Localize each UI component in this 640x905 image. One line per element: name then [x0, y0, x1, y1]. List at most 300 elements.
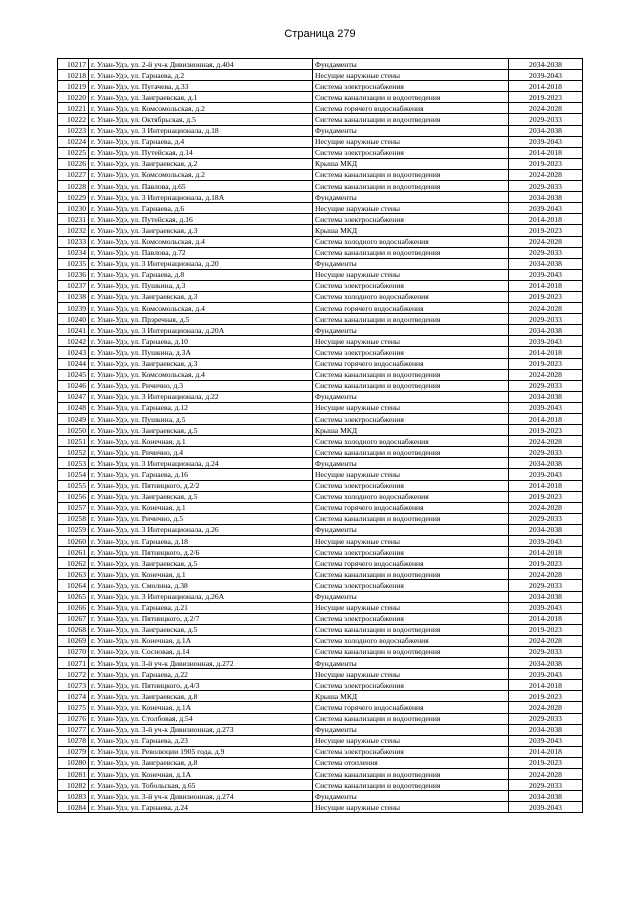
- table-row: [58, 280, 583, 291]
- table-row: [58, 780, 583, 791]
- record-number-cell: 10282: [58, 780, 89, 791]
- table-row: [58, 258, 583, 269]
- table-row: [58, 269, 583, 280]
- work-type-cell: Система электроснабжения: [313, 746, 509, 757]
- record-number-cell: 10262: [58, 558, 89, 569]
- work-type-cell: Несущие наружные стены: [313, 669, 509, 680]
- work-type-cell: Система канализации и водоотведения: [313, 314, 509, 325]
- record-number-cell: 10243: [58, 347, 89, 358]
- period-cell: 2019-2023: [509, 624, 583, 635]
- address-cell: г. Улан-Удэ, ул. Смолина, д.38: [89, 580, 313, 591]
- address-cell: г. Улан-Удэ, ул. Путейская, д.16: [89, 214, 313, 225]
- address-cell: г. Улан-Удэ, ул. Заиграевская, д.5: [89, 491, 313, 502]
- record-number-cell: 10229: [58, 192, 89, 203]
- page-title: Страница 279: [284, 28, 356, 40]
- table-row: [58, 536, 583, 547]
- address-cell: г. Улан-Удэ, ул. Комсомольская, д.4: [89, 236, 313, 247]
- period-cell: 2034-2038: [509, 658, 583, 669]
- work-type-cell: Несущие наружные стены: [313, 203, 509, 214]
- table-row: [58, 125, 583, 136]
- work-type-cell: Система канализации и водоотведения: [313, 369, 509, 380]
- period-cell: 2029-2033: [509, 181, 583, 192]
- work-type-cell: Система холодного водоснабжения: [313, 236, 509, 247]
- record-number-cell: 10227: [58, 169, 89, 180]
- record-number-cell: 10271: [58, 658, 89, 669]
- work-type-cell: Система электроснабжения: [313, 480, 509, 491]
- address-cell: г. Улан-Удэ, ул. 3-й уч-к Дивизионная, д.274: [89, 791, 313, 802]
- address-cell: г. Улан-Удэ, ул. Ричично, д.3: [89, 380, 313, 391]
- period-cell: 2024-2028: [509, 303, 583, 314]
- table-row: [58, 325, 583, 336]
- record-number-cell: 10246: [58, 380, 89, 391]
- record-number-cell: 10283: [58, 791, 89, 802]
- period-cell: 2019-2023: [509, 291, 583, 302]
- period-cell: 2034-2038: [509, 524, 583, 535]
- work-type-cell: Фундаменты: [313, 391, 509, 402]
- period-cell: 2039-2043: [509, 602, 583, 613]
- address-cell: г. Улан-Удэ, ул. 3 Интернационала, д.18А: [89, 192, 313, 203]
- address-cell: г. Улан-Удэ, ул. Конечная, д.1: [89, 569, 313, 580]
- record-number-cell: 10261: [58, 547, 89, 558]
- address-cell: г. Улан-Удэ, ул. Гарнаева, д.8: [89, 269, 313, 280]
- work-type-cell: Фундаменты: [313, 524, 509, 535]
- table-row: [58, 369, 583, 380]
- table-row: [58, 746, 583, 757]
- period-cell: 2024-2028: [509, 436, 583, 447]
- work-type-cell: Система электроснабжения: [313, 613, 509, 624]
- work-type-cell: Несущие наружные стены: [313, 536, 509, 547]
- table-row: [58, 391, 583, 402]
- period-cell: 2024-2028: [509, 502, 583, 513]
- record-number-cell: 10247: [58, 391, 89, 402]
- address-cell: г. Улан-Удэ, ул. Заиграевская, д.3: [89, 225, 313, 236]
- address-cell: г. Улан-Удэ, ул. Прзречная, д.5: [89, 314, 313, 325]
- table-row: [58, 669, 583, 680]
- table-row: [58, 59, 583, 70]
- record-number-cell: 10240: [58, 314, 89, 325]
- address-cell: г. Улан-Удэ, ул. Заиграевская, д.8: [89, 691, 313, 702]
- table-row: [58, 436, 583, 447]
- record-number-cell: 10265: [58, 591, 89, 602]
- table-row: [58, 757, 583, 768]
- table-row: [58, 658, 583, 669]
- work-type-cell: Система электроснабжения: [313, 580, 509, 591]
- record-number-cell: 10232: [58, 225, 89, 236]
- record-number-cell: 10281: [58, 769, 89, 780]
- address-cell: г. Улан-Удэ, ул. Заиграевская, д.3: [89, 358, 313, 369]
- period-cell: 2014-2018: [509, 480, 583, 491]
- record-number-cell: 10221: [58, 103, 89, 114]
- address-cell: г. Улан-Удэ, ул. Пятницкого, д.4/3: [89, 680, 313, 691]
- period-cell: 2029-2033: [509, 513, 583, 524]
- work-type-cell: Система электроснабжения: [313, 81, 509, 92]
- period-cell: 2039-2043: [509, 336, 583, 347]
- record-number-cell: 10228: [58, 181, 89, 192]
- period-cell: 2034-2038: [509, 591, 583, 602]
- address-cell: г. Улан-Удэ, ул. Комсомольская, д.2: [89, 169, 313, 180]
- period-cell: 2014-2018: [509, 680, 583, 691]
- work-type-cell: Крыша МКД: [313, 158, 509, 169]
- work-type-cell: Система электроснабжения: [313, 280, 509, 291]
- address-cell: г. Улан-Удэ, ул. Пушкина, д.3: [89, 280, 313, 291]
- period-cell: 2024-2028: [509, 635, 583, 646]
- period-cell: 2034-2038: [509, 391, 583, 402]
- record-number-cell: 10269: [58, 635, 89, 646]
- table-row: [58, 547, 583, 558]
- address-cell: г. Улан-Удэ, ул. Столбовая, д.54: [89, 713, 313, 724]
- address-cell: г. Улан-Удэ, ул. Конечная, д.1А: [89, 769, 313, 780]
- address-cell: г. Улан-Удэ, ул. 3 Интернационала, д.20А: [89, 325, 313, 336]
- address-cell: г. Улан-Удэ, ул. Гарнаева, д.23: [89, 735, 313, 746]
- period-cell: 2039-2043: [509, 269, 583, 280]
- work-type-cell: Фундаменты: [313, 59, 509, 70]
- period-cell: 2024-2028: [509, 569, 583, 580]
- table-row: [58, 769, 583, 780]
- record-number-cell: 10267: [58, 613, 89, 624]
- table-row: [58, 524, 583, 535]
- period-cell: 2034-2038: [509, 458, 583, 469]
- record-number-cell: 10241: [58, 325, 89, 336]
- work-type-cell: Несущие наружные стены: [313, 402, 509, 413]
- work-type-cell: Система электроснабжения: [313, 680, 509, 691]
- table-row: [58, 81, 583, 92]
- address-cell: г. Улан-Удэ, ул. Конечная, д.1А: [89, 635, 313, 646]
- period-cell: 2019-2023: [509, 491, 583, 502]
- address-cell: г. Улан-Удэ, ул. Конечная, д.1А: [89, 702, 313, 713]
- table-row: [58, 458, 583, 469]
- work-type-cell: Фундаменты: [313, 658, 509, 669]
- record-number-cell: 10238: [58, 291, 89, 302]
- period-cell: 2034-2038: [509, 59, 583, 70]
- work-type-cell: Система горячего водоснабжения: [313, 303, 509, 314]
- period-cell: 2019-2023: [509, 358, 583, 369]
- record-number-cell: 10234: [58, 247, 89, 258]
- table-row: [58, 236, 583, 247]
- table-row: [58, 314, 583, 325]
- record-number-cell: 10248: [58, 402, 89, 413]
- address-cell: г. Улан-Удэ, ул. Пушкина, д.3А: [89, 347, 313, 358]
- period-cell: 2014-2018: [509, 547, 583, 558]
- record-number-cell: 10276: [58, 713, 89, 724]
- table-row: [58, 702, 583, 713]
- table-row: [58, 624, 583, 635]
- work-type-cell: Фундаменты: [313, 192, 509, 203]
- record-number-cell: 10237: [58, 280, 89, 291]
- table-row: [58, 735, 583, 746]
- table-row: [58, 414, 583, 425]
- address-cell: г. Улан-Удэ, ул. 3 Интернационала, д.22: [89, 391, 313, 402]
- table-row: [58, 513, 583, 524]
- work-type-cell: Система горячего водоснабжения: [313, 103, 509, 114]
- period-cell: 2029-2033: [509, 580, 583, 591]
- table-row: [58, 602, 583, 613]
- period-cell: 2034-2038: [509, 325, 583, 336]
- address-cell: г. Улан-Удэ, ул. Пятницкого, д.2/7: [89, 613, 313, 624]
- period-cell: 2024-2028: [509, 169, 583, 180]
- period-cell: 2019-2023: [509, 558, 583, 569]
- period-cell: 2024-2028: [509, 702, 583, 713]
- period-cell: 2039-2043: [509, 802, 583, 813]
- record-number-cell: 10254: [58, 469, 89, 480]
- address-cell: г. Улан-Удэ, ул. 3 Интернационала, д.26А: [89, 591, 313, 602]
- address-cell: г. Улан-Удэ, ул. 3-й уч-к Дивизионная, д.272: [89, 658, 313, 669]
- period-cell: 2034-2038: [509, 192, 583, 203]
- address-cell: г. Улан-Удэ, ул. 3-й уч-к Дивизионная, д.273: [89, 724, 313, 735]
- record-number-cell: 10264: [58, 580, 89, 591]
- address-cell: г. Улан-Удэ, ул. Заиграевская, д.5: [89, 425, 313, 436]
- work-type-cell: Фундаменты: [313, 591, 509, 602]
- table-row: [58, 203, 583, 214]
- address-cell: г. Улан-Удэ, ул. Гарнаева, д.10: [89, 336, 313, 347]
- record-number-cell: 10279: [58, 746, 89, 757]
- record-number-cell: 10258: [58, 513, 89, 524]
- address-cell: г. Улан-Удэ, ул. Путейская, д.14: [89, 147, 313, 158]
- record-number-cell: 10226: [58, 158, 89, 169]
- record-number-cell: 10266: [58, 602, 89, 613]
- work-type-cell: Система горячего водоснабжения: [313, 358, 509, 369]
- table-row: [58, 214, 583, 225]
- period-cell: 2019-2023: [509, 92, 583, 103]
- work-type-cell: Система электроснабжения: [313, 414, 509, 425]
- work-type-cell: Система канализации и водоотведения: [313, 713, 509, 724]
- table-row: [58, 480, 583, 491]
- record-number-cell: 10230: [58, 203, 89, 214]
- address-cell: г. Улан-Удэ, ул. Тобольская, д.65: [89, 780, 313, 791]
- work-type-cell: Система канализации и водоотведения: [313, 92, 509, 103]
- period-cell: 2019-2023: [509, 225, 583, 236]
- table-row: [58, 103, 583, 114]
- table-row: [58, 158, 583, 169]
- work-type-cell: Фундаменты: [313, 325, 509, 336]
- table-row: [58, 713, 583, 724]
- address-cell: г. Улан-Удэ, ул. 3 Интернационала, д.18: [89, 125, 313, 136]
- period-cell: 2014-2018: [509, 214, 583, 225]
- record-number-cell: 10257: [58, 502, 89, 513]
- address-cell: г. Улан-Удэ, ул. 3 Интернационала, д.20: [89, 258, 313, 269]
- period-cell: 2014-2018: [509, 347, 583, 358]
- address-cell: г. Улан-Удэ, ул. Ричично, д.4: [89, 447, 313, 458]
- address-cell: г. Улан-Удэ, ул. Комсомольская, д.4: [89, 303, 313, 314]
- address-cell: г. Улан-Удэ, ул. Конечная, д.1: [89, 436, 313, 447]
- table-row: [58, 247, 583, 258]
- work-type-cell: Система холодного водоснабжения: [313, 491, 509, 502]
- record-number-cell: 10244: [58, 358, 89, 369]
- record-number-cell: 10275: [58, 702, 89, 713]
- table-row: [58, 70, 583, 81]
- table-row: [58, 303, 583, 314]
- table-row: [58, 791, 583, 802]
- record-number-cell: 10225: [58, 147, 89, 158]
- address-cell: г. Улан-Удэ, ул. Комсомольская, д.4: [89, 369, 313, 380]
- period-cell: 2024-2028: [509, 769, 583, 780]
- address-cell: г. Улан-Удэ, ул. Гарнаева, д.4: [89, 136, 313, 147]
- table-row: [58, 225, 583, 236]
- address-cell: г. Улан-Удэ, ул. Павлова, д.72: [89, 247, 313, 258]
- period-cell: 2019-2023: [509, 425, 583, 436]
- table-row: [58, 591, 583, 602]
- table-row: [58, 402, 583, 413]
- period-cell: 2034-2038: [509, 791, 583, 802]
- record-number-cell: 10245: [58, 369, 89, 380]
- table-row: [58, 92, 583, 103]
- registry-table-body: [58, 59, 583, 813]
- record-number-cell: 10222: [58, 114, 89, 125]
- table-row: [58, 491, 583, 502]
- address-cell: г. Улан-Удэ, ул. Заиграевская, д.1: [89, 92, 313, 103]
- record-number-cell: 10218: [58, 70, 89, 81]
- period-cell: 2029-2033: [509, 114, 583, 125]
- table-row: [58, 425, 583, 436]
- address-cell: г. Улан-Удэ, ул. 3 Интернационала, д.24: [89, 458, 313, 469]
- period-cell: 2019-2023: [509, 691, 583, 702]
- record-number-cell: 10284: [58, 802, 89, 813]
- record-number-cell: 10224: [58, 136, 89, 147]
- work-type-cell: Система канализации и водоотведения: [313, 181, 509, 192]
- table-row: [58, 358, 583, 369]
- period-cell: 2014-2018: [509, 280, 583, 291]
- record-number-cell: 10277: [58, 724, 89, 735]
- table-row: [58, 724, 583, 735]
- work-type-cell: Несущие наружные стены: [313, 136, 509, 147]
- period-cell: 2024-2028: [509, 103, 583, 114]
- work-type-cell: Несущие наружные стены: [313, 802, 509, 813]
- work-type-cell: Система электроснабжения: [313, 147, 509, 158]
- work-type-cell: Система канализации и водоотведения: [313, 569, 509, 580]
- work-type-cell: Система электроснабжения: [313, 214, 509, 225]
- period-cell: 2029-2033: [509, 646, 583, 657]
- work-type-cell: Система холодного водоснабжения: [313, 635, 509, 646]
- period-cell: 2029-2033: [509, 314, 583, 325]
- table-row: [58, 558, 583, 569]
- table-row: [58, 114, 583, 125]
- work-type-cell: Несущие наружные стены: [313, 70, 509, 81]
- table-row: [58, 580, 583, 591]
- work-type-cell: Система электроснабжения: [313, 547, 509, 558]
- record-number-cell: 10252: [58, 447, 89, 458]
- address-cell: г. Улан-Удэ, ул. Октябрьская, д.5: [89, 114, 313, 125]
- record-number-cell: 10249: [58, 414, 89, 425]
- period-cell: 2034-2038: [509, 724, 583, 735]
- record-number-cell: 10242: [58, 336, 89, 347]
- table-row: [58, 181, 583, 192]
- work-type-cell: Система канализации и водоотведения: [313, 624, 509, 635]
- record-number-cell: 10220: [58, 92, 89, 103]
- record-number-cell: 10260: [58, 536, 89, 547]
- address-cell: г. Улан-Удэ, ул. Пушкина, д.5: [89, 414, 313, 425]
- record-number-cell: 10274: [58, 691, 89, 702]
- work-type-cell: Система канализации и водоотведения: [313, 513, 509, 524]
- work-type-cell: Фундаменты: [313, 791, 509, 802]
- work-type-cell: Система канализации и водоотведения: [313, 114, 509, 125]
- table-row: [58, 680, 583, 691]
- address-cell: г. Улан-Удэ, ул. Гарнаева, д.6: [89, 203, 313, 214]
- table-row: [58, 291, 583, 302]
- table-row: [58, 802, 583, 813]
- record-number-cell: 10280: [58, 757, 89, 768]
- work-type-cell: Система горячего водоснабжения: [313, 702, 509, 713]
- address-cell: г. Улан-Удэ, ул. Сосновая, д.14: [89, 646, 313, 657]
- work-type-cell: Фундаменты: [313, 258, 509, 269]
- period-cell: 2014-2018: [509, 147, 583, 158]
- table-row: [58, 136, 583, 147]
- period-cell: 2039-2043: [509, 469, 583, 480]
- record-number-cell: 10223: [58, 125, 89, 136]
- table-row: [58, 691, 583, 702]
- work-type-cell: Система канализации и водоотведения: [313, 769, 509, 780]
- table-row: [58, 502, 583, 513]
- record-number-cell: 10251: [58, 436, 89, 447]
- table-row: [58, 169, 583, 180]
- work-type-cell: Несущие наружные стены: [313, 269, 509, 280]
- work-type-cell: Крыша МКД: [313, 425, 509, 436]
- address-cell: г. Улан-Удэ, ул. Комсомольская, д.2: [89, 103, 313, 114]
- table-row: [58, 569, 583, 580]
- period-cell: 2034-2038: [509, 125, 583, 136]
- address-cell: г. Улан-Удэ, ул. 2-й уч-к Дивизионная, д.404: [89, 59, 313, 70]
- table-row: [58, 646, 583, 657]
- address-cell: г. Улан-Удэ, ул. 3 Интернационала, д.26: [89, 524, 313, 535]
- work-type-cell: Система электроснабжения: [313, 347, 509, 358]
- record-number-cell: 10236: [58, 269, 89, 280]
- address-cell: г. Улан-Удэ, ул. Заиграевская, д.3: [89, 291, 313, 302]
- address-cell: г. Улан-Удэ, ул. Гарнаева, д.22: [89, 669, 313, 680]
- address-cell: г. Улан-Удэ, ул. Гарнаева, д.16: [89, 469, 313, 480]
- period-cell: 2039-2043: [509, 136, 583, 147]
- address-cell: г. Улан-Удэ, ул. Заиграевская, д.5: [89, 558, 313, 569]
- record-number-cell: 10235: [58, 258, 89, 269]
- work-type-cell: Система горячего водоснабжения: [313, 558, 509, 569]
- period-cell: 2014-2018: [509, 81, 583, 92]
- record-number-cell: 10217: [58, 59, 89, 70]
- address-cell: г. Улан-Удэ, ул. Конечная, д.1: [89, 502, 313, 513]
- record-number-cell: 10250: [58, 425, 89, 436]
- address-cell: г. Улан-Удэ, ул. Гарнаева, д.24: [89, 802, 313, 813]
- work-type-cell: Несущие наружные стены: [313, 469, 509, 480]
- address-cell: г. Улан-Удэ, ул. Гарнаева, д.12: [89, 402, 313, 413]
- work-type-cell: Система канализации и водоотведения: [313, 646, 509, 657]
- period-cell: 2029-2033: [509, 447, 583, 458]
- address-cell: г. Улан-Удэ, ул. Ричично, д.5: [89, 513, 313, 524]
- period-cell: 2039-2043: [509, 735, 583, 746]
- address-cell: г. Улан-Удэ, ул. Гарнаева, д.21: [89, 602, 313, 613]
- address-cell: г. Улан-Удэ, ул. Павлова, д.65: [89, 181, 313, 192]
- work-type-cell: Система отопления: [313, 757, 509, 768]
- table-row: [58, 336, 583, 347]
- address-cell: г. Улан-Удэ, ул. Пятницкого, д.2/2: [89, 480, 313, 491]
- work-type-cell: Крыша МКД: [313, 691, 509, 702]
- table-row: [58, 192, 583, 203]
- address-cell: г. Улан-Удэ, ул. Заиграевская, д.8: [89, 757, 313, 768]
- record-number-cell: 10253: [58, 458, 89, 469]
- period-cell: 2024-2028: [509, 369, 583, 380]
- record-number-cell: 10239: [58, 303, 89, 314]
- work-type-cell: Система холодного водоснабжения: [313, 291, 509, 302]
- work-type-cell: Крыша МКД: [313, 225, 509, 236]
- record-number-cell: 10259: [58, 524, 89, 535]
- record-number-cell: 10256: [58, 491, 89, 502]
- work-type-cell: Фундаменты: [313, 724, 509, 735]
- address-cell: г. Улан-Удэ, ул. Заиграевская, д.2: [89, 158, 313, 169]
- table-row: [58, 447, 583, 458]
- period-cell: 2039-2043: [509, 203, 583, 214]
- period-cell: 2039-2043: [509, 536, 583, 547]
- period-cell: 2029-2033: [509, 780, 583, 791]
- table-row: [58, 635, 583, 646]
- period-cell: 2039-2043: [509, 70, 583, 81]
- table-row: [58, 613, 583, 624]
- period-cell: 2019-2023: [509, 757, 583, 768]
- work-type-cell: Система горячего водоснабжения: [313, 502, 509, 513]
